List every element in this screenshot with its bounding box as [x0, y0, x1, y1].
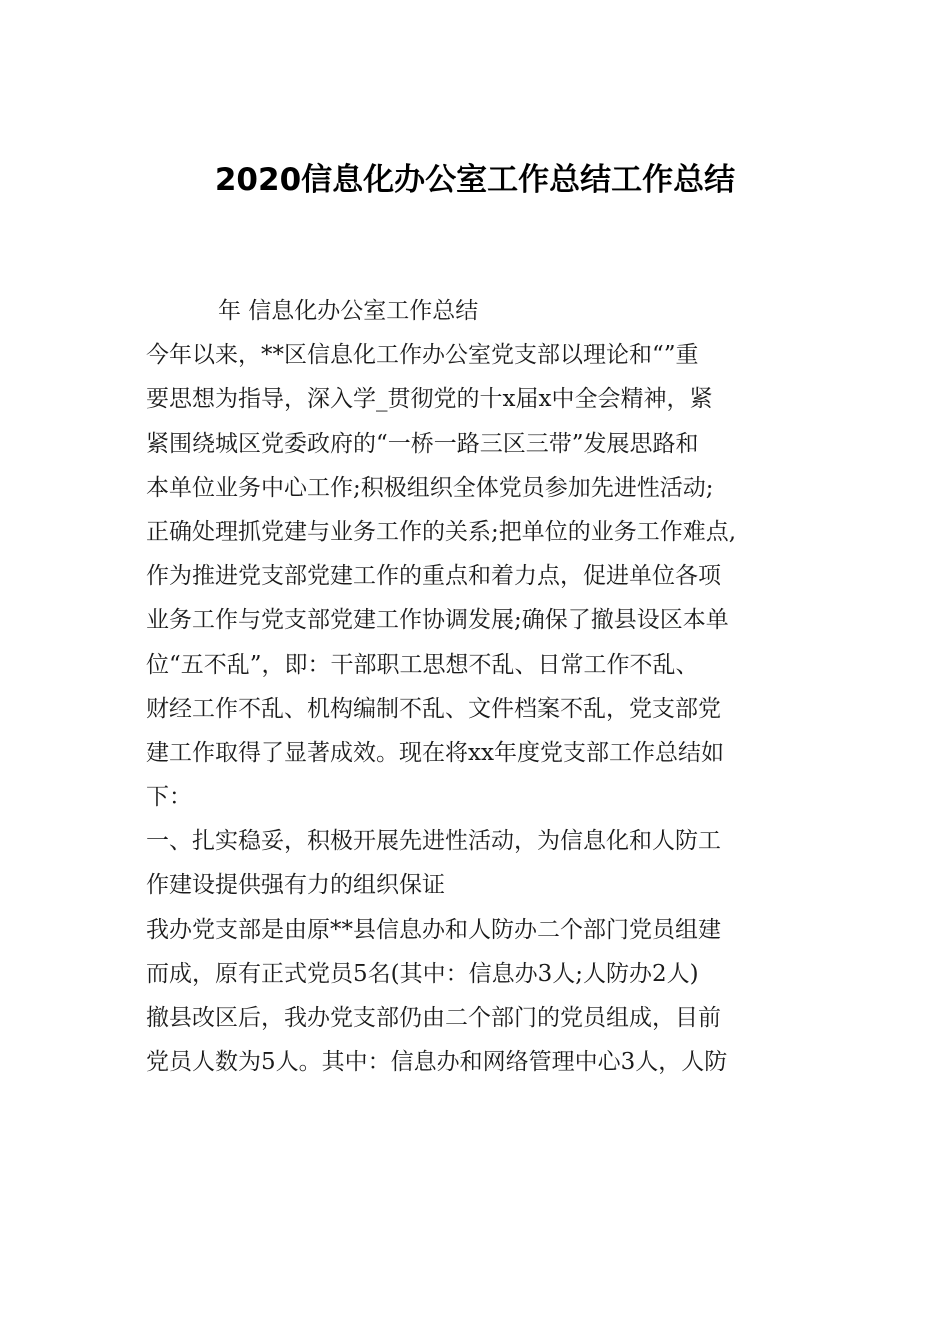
paragraph-line: 党员人数为5人。其中：信息办和网络管理中心3人，人防	[146, 1049, 728, 1076]
section-heading-line: 一、扎实稳妥，积极开展先进性活动，为信息化和人防工	[146, 828, 721, 855]
paragraph-line: 紧围绕城区党委政府的“一桥一路三区三带”发展思路和	[146, 430, 699, 457]
paragraph-line: 正确处理抓党建与业务工作的关系;把单位的业务工作难点,	[146, 518, 737, 545]
paragraph-line: 撤县改区后，我办党支部仍由二个部门的党员组成，目前	[146, 1005, 721, 1031]
paragraph-line: 而成，原有正式党员5名(其中：信息办3人;人防办2人)	[146, 960, 699, 987]
paragraph-line: 今年以来，**区信息化工作办公室党支部以理论和“”重	[146, 342, 699, 369]
paragraph-line: 要思想为指导，深入学_贯彻党的十x届x中全会精神，紧	[146, 386, 713, 413]
paragraph-line: 业务工作与党支部党建工作协调发展;确保了撤县设区本单	[146, 607, 729, 634]
document-subtitle: 年 信息化办公室工作总结	[218, 298, 479, 324]
paragraph-line: 作为推进党支部党建工作的重点和着力点，促进单位各项	[146, 563, 721, 590]
document-title: 2020信息化办公室工作总结工作总结	[214, 162, 736, 198]
paragraph-line: 建工作取得了显著成效。现在将xx年度党支部工作总结如	[146, 739, 724, 766]
paragraph-line: 下：	[146, 784, 192, 811]
document-body	[146, 289, 808, 1084]
paragraph-line: 本单位业务中心工作;积极组织全体党员参加先进性活动;	[146, 474, 714, 501]
paragraph-line: 财经工作不乱、机构编制不乱、文件档案不乱，党支部党	[146, 695, 721, 722]
section-heading-line: 作建设提供强有力的组织保证	[146, 872, 445, 899]
paragraph-line: 我办党支部是由原**县信息办和人防办二个部门党员组建	[146, 916, 721, 943]
paragraph-line: 位“五不乱”，即：干部职工思想不乱、日常工作不乱、	[146, 651, 699, 678]
